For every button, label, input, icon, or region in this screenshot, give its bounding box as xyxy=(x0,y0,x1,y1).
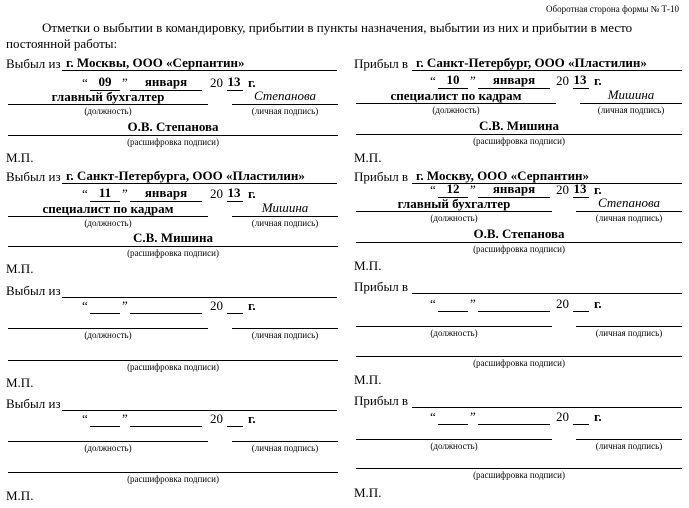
position-caption: (должность) xyxy=(84,330,132,340)
position-caption: (должность) xyxy=(432,105,480,115)
open-quote: “ xyxy=(430,409,436,424)
month-value: января xyxy=(492,181,536,196)
close-quote: ” xyxy=(122,298,128,313)
place-value: г. Москвы, ООО «Серпантин» xyxy=(66,55,245,70)
day-value: 12 xyxy=(446,181,460,196)
position-caption: (должность) xyxy=(84,218,132,228)
year-suffix: г. xyxy=(594,73,602,88)
stamp-label: М.П. xyxy=(6,375,34,390)
stamp-label: М.П. xyxy=(354,150,382,165)
year-suffix: г. xyxy=(248,411,256,426)
name-value: О.В. Степанова xyxy=(473,226,565,241)
year-suffix: г. xyxy=(248,75,256,90)
decoding-line xyxy=(356,242,682,243)
stamp-label: М.П. xyxy=(6,150,34,165)
close-quote: ” xyxy=(470,409,476,424)
stamp-label: М.П. xyxy=(354,258,382,273)
decoding-line xyxy=(356,134,682,135)
year-value: 13 xyxy=(573,181,587,196)
close-quote: ” xyxy=(470,73,476,88)
stamp-label: М.П. xyxy=(354,485,382,500)
signature-value: Мишина xyxy=(261,200,309,215)
decoding-line xyxy=(356,356,682,357)
month-line xyxy=(478,311,550,312)
day-value: 11 xyxy=(98,185,112,200)
position-value: главный бухгалтер xyxy=(51,89,165,104)
decoding-caption: (расшифровка подписи) xyxy=(473,470,565,480)
month-value: января xyxy=(144,74,188,89)
signature-caption: (личная подпись) xyxy=(595,213,663,223)
close-quote: ” xyxy=(470,182,476,197)
decoding-line xyxy=(356,468,682,469)
decoding-line xyxy=(8,360,338,361)
position-caption: (должность) xyxy=(430,441,478,451)
year-prefix: 20 xyxy=(210,411,223,426)
place-line xyxy=(62,297,337,298)
position-caption: (должность) xyxy=(430,328,478,338)
decoding-caption: (расшифровка подписи) xyxy=(473,244,565,254)
open-quote: “ xyxy=(82,186,88,201)
decoding-caption: (расшифровка подписи) xyxy=(473,136,565,146)
month-line xyxy=(478,424,550,425)
close-quote: ” xyxy=(470,296,476,311)
intro-line-2: постоянной работы: xyxy=(6,36,118,51)
position-line xyxy=(356,326,552,327)
decoding-caption: (расшифровка подписи) xyxy=(127,474,219,484)
signature-line xyxy=(580,103,682,104)
place-value: г. Москву, ООО «Серпантин» xyxy=(416,168,590,183)
signature-caption: (личная подпись) xyxy=(595,328,663,338)
signature-caption: (личная подпись) xyxy=(595,441,663,451)
position-line xyxy=(8,328,208,329)
place-line xyxy=(62,410,337,411)
departed-label: Выбыл из xyxy=(6,396,61,411)
name-value: С.В. Мишина xyxy=(478,118,560,133)
signature-line xyxy=(232,104,338,105)
arrived-label: Прибыл в xyxy=(354,279,409,294)
decoding-caption: (расшифровка подписи) xyxy=(127,248,219,258)
decoding-caption: (расшифровка подписи) xyxy=(127,137,219,147)
close-quote: ” xyxy=(122,186,128,201)
year-value: 13 xyxy=(573,72,587,87)
stamp-label: М.П. xyxy=(354,372,382,387)
departed-label: Выбыл из xyxy=(6,169,61,184)
year-prefix: 20 xyxy=(556,409,569,424)
year-value: 13 xyxy=(227,185,241,200)
position-caption: (должность) xyxy=(430,213,478,223)
place-line xyxy=(412,407,682,408)
year-prefix: 20 xyxy=(210,298,223,313)
signature-value: Мишина xyxy=(607,87,655,102)
departed-label: Выбыл из xyxy=(6,56,61,71)
place-value: г. Санкт-Петербург, ООО «Пластилин» xyxy=(416,55,647,70)
day-line xyxy=(90,313,120,314)
signature-caption: (личная подпись) xyxy=(251,106,319,116)
position-caption: (должность) xyxy=(84,106,132,116)
year-suffix: г. xyxy=(594,409,602,424)
year-suffix: г. xyxy=(248,298,256,313)
close-quote: ” xyxy=(122,75,128,90)
open-quote: “ xyxy=(430,296,436,311)
year-prefix: 20 xyxy=(556,296,569,311)
month-line xyxy=(130,313,202,314)
year-prefix: 20 xyxy=(556,182,569,197)
year-suffix: г. xyxy=(594,296,602,311)
arrived-label: Прибыл в xyxy=(354,393,409,408)
position-line xyxy=(356,439,552,440)
signature-caption: (личная подпись) xyxy=(597,105,665,115)
intro-line-1: Отметки о выбытии в командировку, прибытии в пункты назначения, выбытии из них и прибытии в место xyxy=(42,20,633,35)
signature-line xyxy=(232,441,338,442)
day-line xyxy=(438,424,468,425)
month-value: января xyxy=(144,185,188,200)
year-suffix: г. xyxy=(594,182,602,197)
day-line xyxy=(90,426,120,427)
stamp-label: М.П. xyxy=(6,488,34,503)
year-suffix: г. xyxy=(248,186,256,201)
place-line xyxy=(412,293,682,294)
signature-value: Степанова xyxy=(253,88,317,103)
year-line xyxy=(573,311,589,312)
signature-caption: (личная подпись) xyxy=(251,443,319,453)
year-line xyxy=(573,424,589,425)
year-line xyxy=(227,426,243,427)
open-quote: “ xyxy=(82,298,88,313)
year-value: 13 xyxy=(227,74,241,89)
decoding-line xyxy=(8,472,338,473)
signature-caption: (личная подпись) xyxy=(251,218,319,228)
position-value: специалист по кадрам xyxy=(42,201,174,216)
arrived-label: Прибыл в xyxy=(354,169,409,184)
open-quote: “ xyxy=(430,73,436,88)
decoding-line xyxy=(8,135,338,136)
place-value: г. Санкт-Петербурга, ООО «Пластилин» xyxy=(66,168,305,183)
open-quote: “ xyxy=(82,411,88,426)
signature-line xyxy=(576,439,682,440)
month-value: января xyxy=(492,72,536,87)
day-value: 10 xyxy=(446,72,460,87)
year-prefix: 20 xyxy=(556,73,569,88)
name-value: С.В. Мишина xyxy=(132,230,214,245)
position-caption: (должность) xyxy=(84,443,132,453)
position-value: специалист по кадрам xyxy=(390,88,522,103)
signature-value: Степанова xyxy=(597,195,661,210)
month-line xyxy=(130,426,202,427)
name-value: О.В. Степанова xyxy=(127,119,219,134)
signature-caption: (личная подпись) xyxy=(251,330,319,340)
decoding-line xyxy=(8,246,338,247)
arrived-label: Прибыл в xyxy=(354,56,409,71)
stamp-label: М.П. xyxy=(6,261,34,276)
position-line xyxy=(8,441,208,442)
close-quote: ” xyxy=(122,411,128,426)
day-line xyxy=(438,311,468,312)
form-reference: Оборотная сторона формы № Т-10 xyxy=(546,4,679,14)
year-prefix: 20 xyxy=(210,186,223,201)
year-prefix: 20 xyxy=(210,75,223,90)
open-quote: “ xyxy=(82,75,88,90)
open-quote: “ xyxy=(430,182,436,197)
signature-line xyxy=(232,328,338,329)
signature-line xyxy=(576,326,682,327)
departed-label: Выбыл из xyxy=(6,283,61,298)
signature-line xyxy=(232,216,338,217)
decoding-caption: (расшифровка подписи) xyxy=(127,362,219,372)
year-line xyxy=(227,313,243,314)
day-value: 09 xyxy=(98,74,112,89)
decoding-caption: (расшифровка подписи) xyxy=(473,358,565,368)
position-value: главный бухгалтер xyxy=(397,196,511,211)
signature-line xyxy=(576,211,682,212)
